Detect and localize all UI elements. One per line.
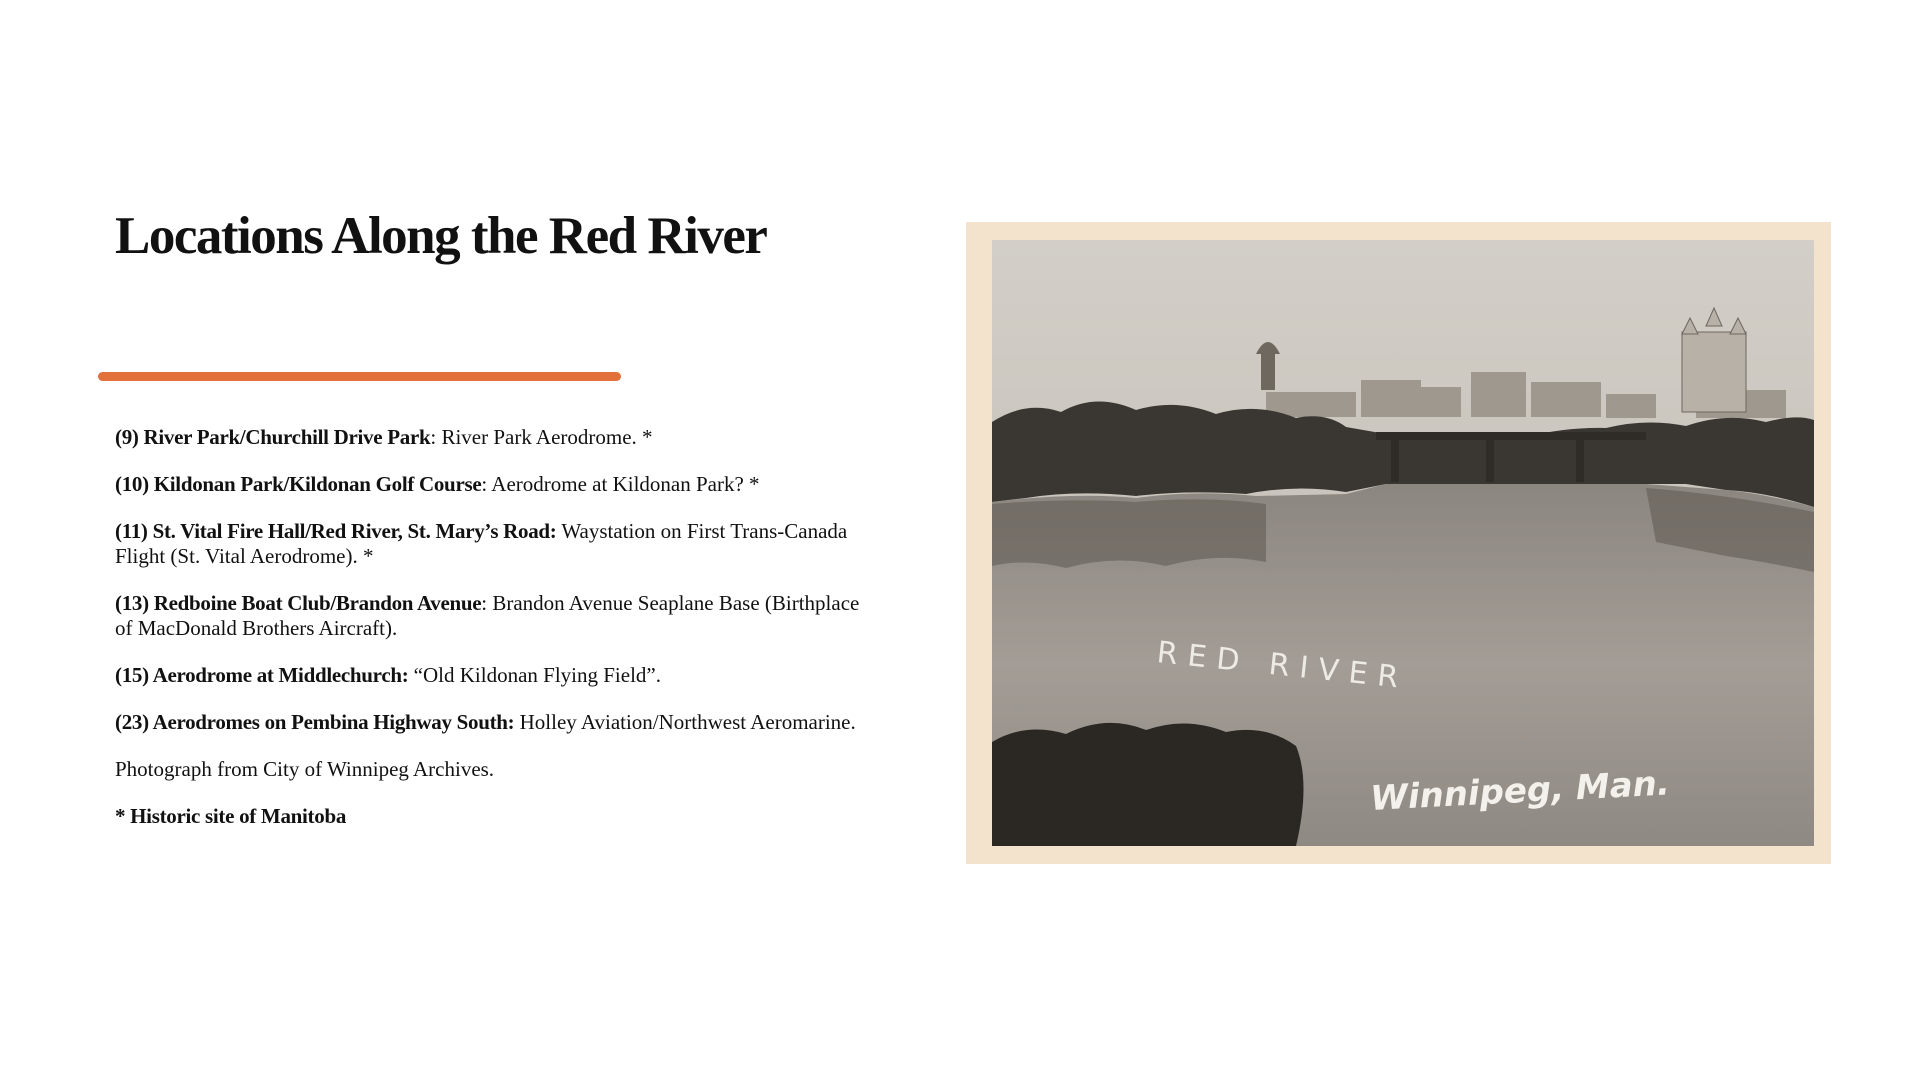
paragraph-text: : Aerodrome at Kildonan Park? *: [481, 472, 760, 496]
historic-site-note: [115, 804, 875, 829]
hotel-building: [1682, 308, 1746, 412]
photo-credit: [115, 757, 875, 782]
city-caption: Winnipeg, Man.: [1369, 763, 1671, 819]
body-text: [115, 425, 875, 851]
paragraph-text: : Brandon Avenue Seaplane Base (Birthplace of MacDonald Brothers Aircraft).: [115, 591, 860, 640]
paragraph-heading: (10) Kildonan Park/Kildonan Golf Course: [115, 472, 482, 496]
paragraph-text: Holley Aviation/Northwest Aeromarine.: [514, 710, 856, 734]
paragraph-text: Photograph from City of Winnipeg Archives.: [115, 757, 495, 781]
river-caption: RED RIVER: [1155, 635, 1410, 697]
paragraph-heading: (13) Redboine Boat Club/Brandon Avenue: [115, 591, 482, 615]
paragraph-text: Waystation on First Trans-Canada Flight (St. Vital Aerodrome). *: [115, 519, 848, 568]
paragraph-location-13: [115, 591, 875, 641]
foreground-trees: [992, 723, 1304, 846]
paragraph-text: “Old Kildonan Flying Field”.: [408, 663, 661, 687]
paragraph-heading: (23) Aerodromes on Pembina Highway South:: [115, 710, 515, 734]
paragraph-heading: (15) Aerodrome at Middlechurch:: [115, 663, 409, 687]
paragraph-location-10: [115, 472, 875, 497]
slide-title: Locations Along the Red River: [115, 207, 767, 265]
paragraph-heading: (11) St. Vital Fire Hall/Red River, St. Mary’s Road:: [115, 519, 557, 543]
paragraph-location-11: [115, 519, 875, 569]
paragraph-text: : River Park Aerodrome. *: [430, 425, 653, 449]
paragraph-heading: * Historic site of Manitoba: [115, 804, 347, 828]
paragraph-location-9: [115, 425, 875, 450]
photo-illustration: [966, 222, 1831, 864]
red-river-photo: [966, 222, 1831, 864]
title-accent-bar: [98, 372, 621, 381]
paragraph-location-23: [115, 710, 875, 735]
paragraph-location-15: [115, 663, 875, 688]
paragraph-heading: (9) River Park/Churchill Drive Park: [115, 425, 431, 449]
